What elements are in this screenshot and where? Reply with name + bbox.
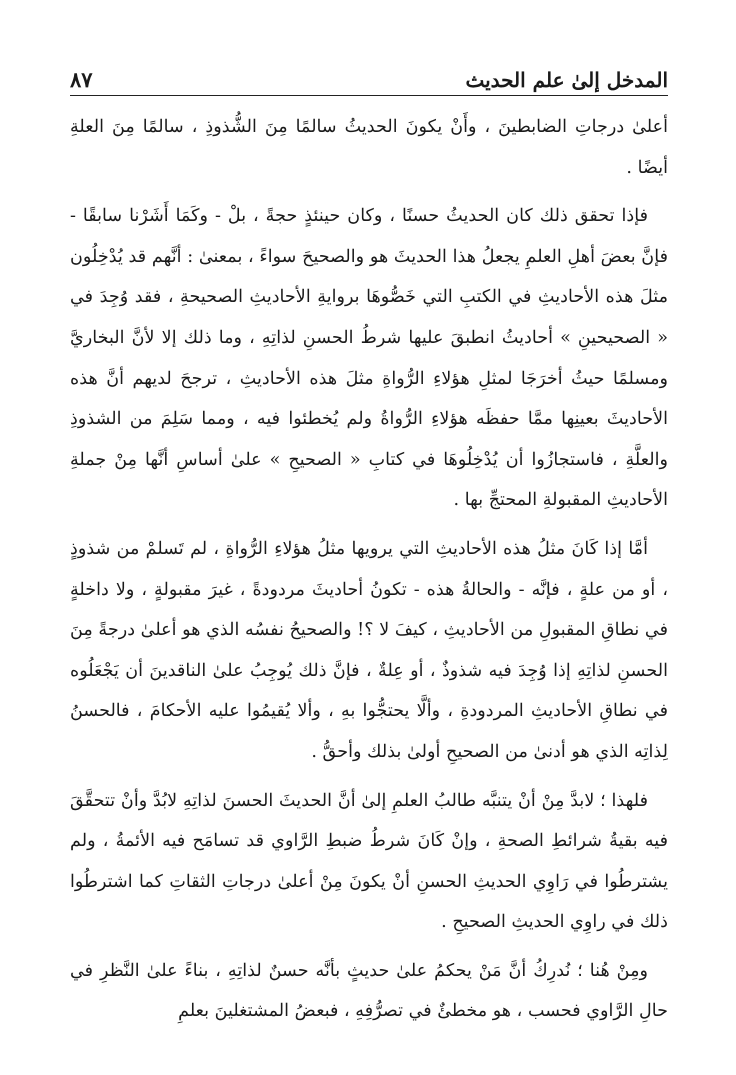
paragraph: أمَّا إذا كَانَ مثلُ هذه الأحاديثِ التي يرويها مثلُ هؤلاءِ الرُّواةِ ، لم تَسلمْ من شذوذٍ ، أو من علةٍ ، فإنَّه - والحالةُ هذه - تكونُ أحاديثَ مردودةً ، غيرَ مقبولةٍ ، ولا داخلةٍ في نطاقِ المقبولِ من الأحاديثِ ، كيفَ لا ؟! والصحيحُ نفسُه الذي هو أعلىٰ درجةً مِنَ الحسنِ لذاتِهِ إذا وُجِدَ فيه شذوذٌ ، أو عِلةٌ ، فإنَّ ذلك يُوجِبُ علىٰ الناقدينَ أن يَجْعَلُوه في نطاقِ الأحاديثِ المردودةِ ، وألَّا يحتجُّوا بهِ ، وألا يُقيمُوا عليه الأحكامَ ، فالحسنُ لِذاتِه الذي هو أدنىٰ من الصحيحِ أولىٰ بذلك وأحقُّ . xyxy=(70,538,668,762)
body-text xyxy=(70,107,668,1032)
header-rule xyxy=(70,95,668,96)
running-header xyxy=(70,52,668,92)
paragraph: فإذا تحقق ذلك كان الحديثُ حسنًا ، وكان حينئذٍ حجةً ، بلْ - وكَمَا أَشَرْنا سابقًا - فإنَّ بعضَ أهلِ العلمِ يجعلُ هذا الحديثَ هو والصحيحَ سواءً ، بمعنىٰ : أنَّهم قد يُدْخِلُون مثلَ هذه الأحاديثِ في الكتبِ التي خَصُّوهَا بروايةِ الأحاديثِ الصحيحةِ ، فقد وُجِدَ في « الصحيحينِ » أحاديثُ انطبقَ عليها شرطُ الحسنِ لذاتِهِ ، وما ذلك إلا لأنَّ البخاريَّ ومسلمًا حيثُ أخرَجَا لمثلِ هؤلاءِ الرُّواةِ مثلَ هذه الأحاديثِ ، ترجحَ لديهم أنَّ هذه الأحاديثَ بعينِها ممَّا حفظَه هؤلاءِ الرُّواةُ ولم يُخطئوا فيه ، ومما سَلِمَ من الشذوذِ والعلَّةِ ، فاستجازُوا أن يُدْخِلُوهَا في كتابِ « الصحيحِ » علىٰ أساسِ أنَّها مِنْ جملةِ الأحاديثِ المقبولةِ المحتجِّ بها . xyxy=(70,206,668,511)
paragraph: ومِنْ هُنا ؛ نُدرِكُ أنَّ مَنْ يحكمُ علىٰ حديثٍ بأنَّه حسنٌ لذاتِهِ ، بناءً علىٰ النَّظرِ في حالِ الرَّاوي فحسب ، هو مخطئٌ في تصرُّفِهِ ، فبعضُ المشتغلينَ بعلمِ xyxy=(70,960,668,1022)
book-title: المدخل إلىٰ علم الحديث xyxy=(465,68,668,92)
paragraph: فلهذا ؛ لابدَّ مِنْ أنْ يتنبَّه طالبُ العلمِ إلىٰ أنَّ الحديثَ الحسنَ لذاتِهِ لابُدَّ وأنْ تتحقَّقَ فيه بقيةُ شرائطِ الصحةِ ، وإنْ كَانَ شرطُ ضبطِ الرَّاوي قد تسامَح فيه الأئمةُ ، ولم يشترطُوا في رَاوِي الحديثِ الحسنِ أنْ يكونَ مِنْ أعلىٰ درجاتِ الثقاتِ كما اشترطُوا ذلك في راوِي الحديثِ الصحيحِ . xyxy=(70,790,668,933)
paragraph: أعلىٰ درجاتِ الضابطينَ ، وأَنْ يكونَ الحديثُ سالمًا مِنَ الشُّذوذِ ، سالمًا مِنَ العلةِ أيضًا . xyxy=(70,117,668,178)
page-number: ٨٧ xyxy=(70,67,93,92)
